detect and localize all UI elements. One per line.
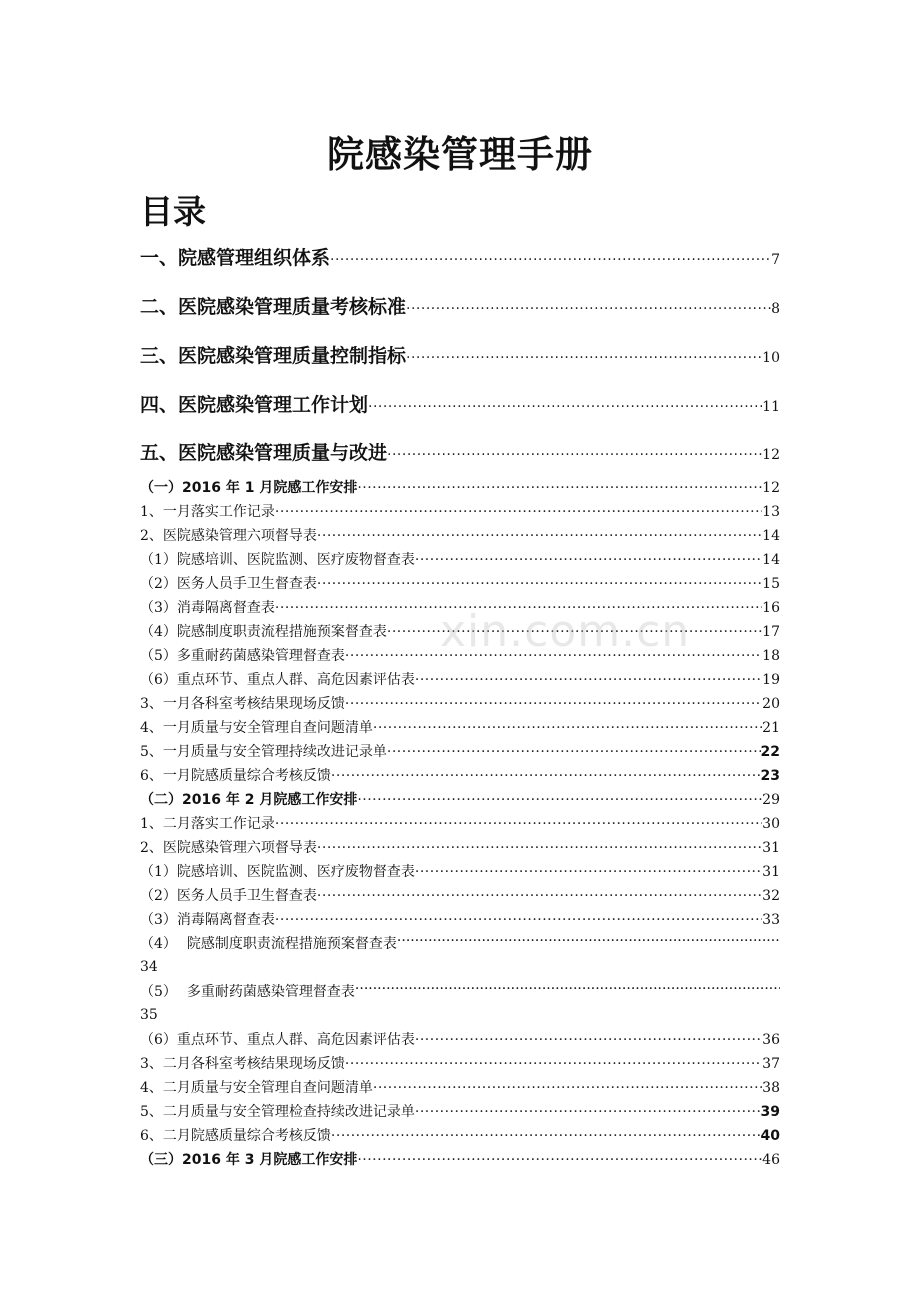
toc-entry-label: （3）消毒隔离督查表: [140, 912, 275, 928]
toc-entry-page: 19: [762, 672, 780, 688]
toc-entry-label: （三）2016 年 3 月院感工作安排: [140, 1152, 358, 1168]
leader-dots: [357, 480, 762, 496]
toc-entry-page: 18: [762, 648, 780, 664]
toc-entry[interactable]: [140, 390, 780, 417]
toc-entry-label: （6）重点环节、重点人群、高危因素评估表: [140, 1032, 415, 1048]
toc-entry-page: 46: [762, 1152, 780, 1168]
leader-dots: [345, 648, 762, 664]
toc-entry-label: （一）2016 年 1 月院感工作安排: [140, 480, 358, 496]
toc-entry-label: 4、一月质量与安全管理自查问题清单: [140, 720, 373, 736]
toc-entry[interactable]: [140, 861, 780, 881]
toc-entry[interactable]: [140, 597, 780, 617]
leader-dots: [317, 576, 762, 592]
leader-dots: [415, 1104, 761, 1120]
toc-entry[interactable]: [140, 645, 780, 665]
leader-dots: [415, 552, 762, 568]
toc-entry[interactable]: [140, 1149, 780, 1169]
toc-entry-page: 10: [762, 350, 780, 366]
toc-entry-label: （6）重点环节、重点人群、高危因素评估表: [140, 672, 415, 688]
toc-entry[interactable]: [140, 292, 780, 319]
toc-entry[interactable]: [140, 813, 780, 833]
toc-entry-page: 29: [762, 792, 780, 808]
leader-dots: [357, 792, 762, 808]
leader-dots: [355, 981, 780, 1001]
toc-entry[interactable]: [140, 981, 780, 1023]
toc-entry-page: 21: [762, 720, 780, 736]
toc-entry[interactable]: [140, 741, 780, 761]
leader-dots: [373, 720, 762, 736]
leader-dots: [331, 768, 761, 784]
toc-entry-page: 22: [760, 744, 780, 760]
toc-entry[interactable]: [140, 1029, 780, 1049]
toc-entry-page: 30: [762, 816, 780, 832]
toc-entry-number: （4）: [140, 936, 177, 952]
toc-entry[interactable]: [140, 1053, 780, 1073]
toc-entry-page: 23: [760, 768, 780, 784]
toc-entry[interactable]: [140, 438, 780, 465]
leader-dots: [345, 1056, 762, 1072]
toc-entry-label: 一、院感管理组织体系: [140, 247, 331, 269]
toc-entry-page: 7: [771, 252, 780, 268]
leader-dots: [317, 840, 762, 856]
toc-entry[interactable]: [140, 501, 780, 521]
toc-entry-page: 34: [140, 959, 158, 975]
toc-entry-label: 2、医院感染管理六项督导表: [140, 528, 317, 544]
toc-entry[interactable]: [140, 1101, 780, 1121]
leader-dots: [317, 888, 762, 904]
leader-dots: [406, 350, 762, 366]
toc-entry-label: 三、医院感染管理质量控制指标: [140, 345, 407, 367]
toc-entry[interactable]: [140, 909, 780, 929]
leader-dots: [357, 1152, 762, 1168]
toc-entry-label: 院感制度职责流程措施预案督查表: [186, 936, 397, 952]
toc-entry-label: 1、一月落实工作记录: [140, 504, 275, 520]
toc-entry[interactable]: [140, 243, 780, 270]
toc-entry-page: 14: [762, 552, 780, 568]
toc-entry-label: 2、医院感染管理六项督导表: [140, 840, 317, 856]
toc-entry[interactable]: [140, 621, 780, 641]
toc-entry-label: 3、一月各科室考核结果现场反馈: [140, 696, 345, 712]
leader-dots: [415, 864, 762, 880]
toc-entry-label: （2）医务人员手卫生督查表: [140, 576, 317, 592]
leader-dots: [317, 528, 762, 544]
leader-dots: [397, 933, 780, 953]
toc-entry-label: （2）医务人员手卫生督查表: [140, 888, 317, 904]
toc-entry-page: 11: [762, 399, 780, 415]
toc-entry-label: 5、一月质量与安全管理持续改进记录单: [140, 744, 387, 760]
toc-entry[interactable]: [140, 525, 780, 545]
toc-entry[interactable]: [140, 1077, 780, 1097]
toc-entry-page: 17: [762, 624, 780, 640]
toc-entry-page: 16: [762, 600, 780, 616]
toc-entry-label: （3）消毒隔离督查表: [140, 600, 275, 616]
toc-entry-page: 12: [762, 480, 780, 496]
toc-entry-label: （1）院感培训、医院监测、医疗废物督查表: [140, 864, 415, 880]
leader-dots: [331, 1128, 761, 1144]
toc-entry-label: 1、二月落实工作记录: [140, 816, 275, 832]
toc-entry[interactable]: [140, 573, 780, 593]
toc-entry[interactable]: [140, 341, 780, 368]
toc-entry[interactable]: [140, 477, 780, 497]
toc-entry-page: 36: [762, 1032, 780, 1048]
toc-entry-label: 6、一月院感质量综合考核反馈: [140, 768, 331, 784]
toc-entry-page: 12: [762, 447, 780, 463]
toc-entry-label: 四、医院感染管理工作计划: [140, 394, 369, 416]
toc-heading: 目录: [140, 192, 206, 231]
toc-entry-page: 8: [771, 301, 780, 317]
toc-entry-label: 多重耐药菌感染管理督查表: [186, 984, 355, 1000]
leader-dots: [406, 301, 771, 317]
toc-entry[interactable]: [140, 789, 780, 809]
toc-entry[interactable]: [140, 765, 780, 785]
leader-dots: [415, 1032, 762, 1048]
toc-entry[interactable]: [140, 669, 780, 689]
leader-dots: [373, 1080, 762, 1096]
toc-entry-label: （1）院感培训、医院监测、医疗废物督查表: [140, 552, 415, 568]
toc-entry[interactable]: [140, 837, 780, 857]
toc-entry-page: 13: [762, 504, 780, 520]
leader-dots: [387, 624, 762, 640]
toc-entry-label: 五、医院感染管理质量与改进: [140, 442, 388, 464]
toc-entry[interactable]: [140, 549, 780, 569]
toc-entry-number: （5）: [140, 984, 177, 1000]
toc-entry-page: 31: [762, 864, 780, 880]
toc-entry-page: 35: [140, 1007, 158, 1023]
toc-entry-label: 3、二月各科室考核结果现场反馈: [140, 1056, 345, 1072]
toc-entry-label: （5）多重耐药菌感染管理督查表: [140, 648, 345, 664]
toc-entry-label: 5、二月质量与安全管理检查持续改进记录单: [140, 1104, 415, 1120]
leader-dots: [345, 696, 762, 712]
document-title: 院感染管理手册: [327, 133, 593, 176]
toc-entry-label: 二、医院感染管理质量考核标准: [140, 296, 407, 318]
toc-entry[interactable]: [140, 717, 780, 737]
leader-dots: [387, 744, 761, 760]
leader-dots: [387, 447, 762, 463]
toc-entry[interactable]: [140, 1125, 780, 1145]
leader-dots: [275, 504, 762, 520]
toc-entry-label: （4）院感制度职责流程措施预案督查表: [140, 624, 387, 640]
toc-entry[interactable]: [140, 885, 780, 905]
leader-dots: [275, 816, 762, 832]
toc-entry-page: 40: [760, 1128, 780, 1144]
leader-dots: [275, 912, 762, 928]
leader-dots: [275, 600, 762, 616]
toc-entry[interactable]: [140, 693, 780, 713]
toc-entry-page: 31: [762, 840, 780, 856]
watermark: xin.com.cn: [440, 606, 691, 657]
toc-entry-page: 14: [762, 528, 780, 544]
toc-entry-page: 39: [760, 1104, 780, 1120]
toc-entry-label: （二）2016 年 2 月院感工作安排: [140, 792, 358, 808]
leader-dots: [415, 672, 762, 688]
toc-entry-page: 38: [762, 1080, 780, 1096]
toc-entry-page: 15: [762, 576, 780, 592]
toc-entry[interactable]: [140, 933, 780, 975]
leader-dots: [368, 399, 762, 415]
toc-entry-label: 4、二月质量与安全管理自查问题清单: [140, 1080, 373, 1096]
leader-dots: [330, 252, 771, 268]
toc-entry-page: 20: [762, 696, 780, 712]
toc-entry-page: 33: [762, 912, 780, 928]
toc-entry-label: 6、二月院感质量综合考核反馈: [140, 1128, 331, 1144]
toc-entry-page: 32: [762, 888, 780, 904]
toc-entry-page: 37: [762, 1056, 780, 1072]
